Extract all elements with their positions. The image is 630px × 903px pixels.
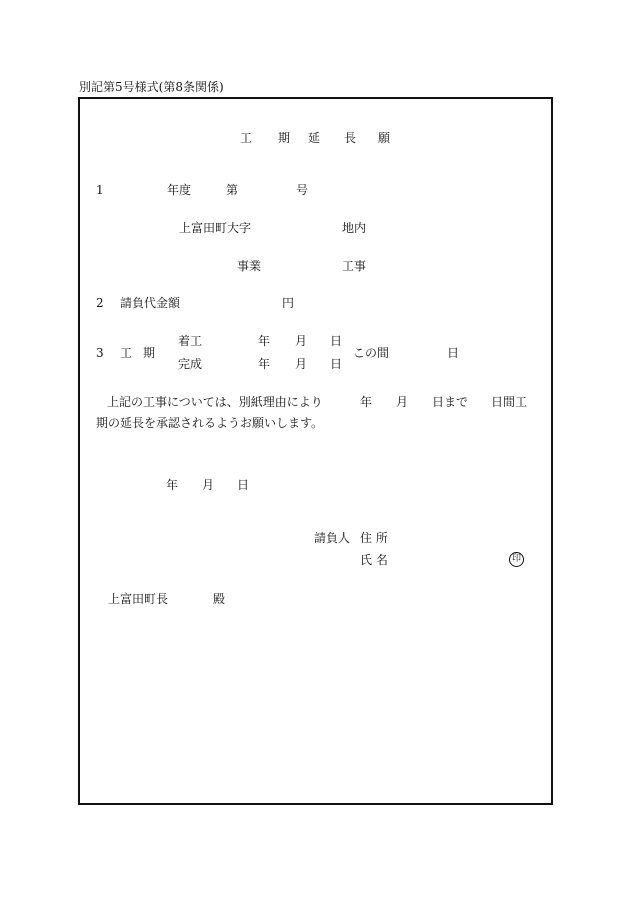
item3-label-a: 工 bbox=[120, 346, 133, 360]
item3-end-day: 日 bbox=[330, 357, 343, 371]
item1-project-label: 事業 bbox=[237, 259, 262, 273]
addressee-honorific: 殿 bbox=[213, 592, 226, 606]
title-char-4: 長 bbox=[344, 131, 357, 145]
item3-label-b: 期 bbox=[143, 346, 156, 360]
item3-number: 3 bbox=[96, 346, 104, 360]
request-until: 日まで bbox=[432, 395, 469, 409]
item3-end-year: 年 bbox=[258, 357, 271, 371]
item3-start-label: 着工 bbox=[178, 334, 203, 348]
item1-go-label: 号 bbox=[296, 183, 309, 197]
form-frame bbox=[78, 97, 553, 805]
request-line1-text: 上記の工事については、別紙理由により bbox=[107, 395, 323, 409]
applicant-name-label: 氏 名 bbox=[360, 553, 388, 567]
date-year: 年 bbox=[166, 478, 179, 492]
item3-end-label: 完成 bbox=[178, 357, 203, 371]
item2-unit: 円 bbox=[282, 296, 295, 310]
item3-period-label: この間 bbox=[353, 346, 390, 360]
request-month: 月 bbox=[396, 395, 409, 409]
title-char-5: 願 bbox=[378, 131, 391, 145]
item1-location-suffix: 地内 bbox=[342, 221, 367, 235]
addressee-mayor-label: 上富田町長 bbox=[108, 592, 169, 606]
date-day: 日 bbox=[237, 478, 250, 492]
item3-start-day: 日 bbox=[330, 334, 343, 348]
request-line2-text: 期の延長を承認されるようお願いします。 bbox=[96, 416, 324, 430]
item2-label: 請負代金額 bbox=[120, 296, 181, 310]
item3-start-month: 月 bbox=[295, 334, 308, 348]
date-month: 月 bbox=[202, 478, 215, 492]
item1-number: 1 bbox=[96, 183, 104, 197]
title-char-3: 延 bbox=[308, 131, 321, 145]
item2-number: 2 bbox=[96, 296, 104, 310]
item1-work-label: 工事 bbox=[342, 259, 367, 273]
applicant-role-label: 請負人 bbox=[314, 531, 351, 545]
form-number-label: 別記第5号様式(第8条関係) bbox=[79, 80, 224, 94]
applicant-address-label: 住 所 bbox=[360, 531, 388, 545]
item3-period-unit: 日 bbox=[447, 346, 460, 360]
title-char-1: 工 bbox=[240, 131, 253, 145]
title-char-2: 期 bbox=[278, 131, 291, 145]
item1-year-label: 年度 bbox=[167, 183, 192, 197]
item3-end-month: 月 bbox=[295, 357, 308, 371]
request-days-suffix: 日間工 bbox=[491, 395, 528, 409]
seal-mark-icon: 印 bbox=[509, 552, 524, 567]
item1-location-prefix: 上富田町大字 bbox=[179, 221, 252, 235]
item3-start-year: 年 bbox=[258, 334, 271, 348]
item1-dai-label: 第 bbox=[226, 183, 239, 197]
request-year: 年 bbox=[360, 395, 373, 409]
